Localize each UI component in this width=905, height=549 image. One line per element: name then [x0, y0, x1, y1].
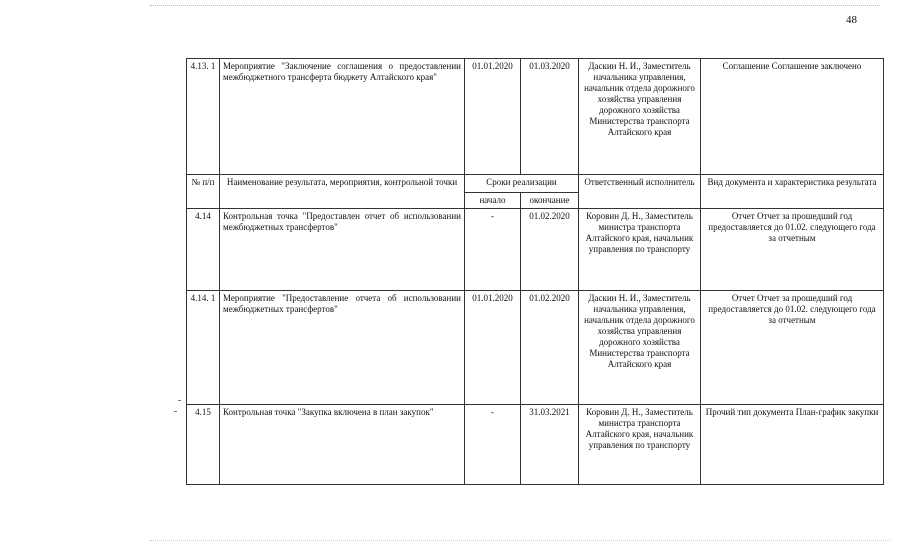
header-end: окончание [521, 193, 579, 209]
table-row [187, 405, 884, 485]
table-row [187, 59, 884, 175]
row-start-date: - [465, 209, 521, 291]
row-start-date: - [465, 405, 521, 485]
row-name: Мероприятие "Предоставление отчета об использовании межбюджетных трансфертов" [220, 291, 465, 405]
table-header-row [187, 175, 884, 193]
header-name: Наименование результата, мероприятия, контрольной точки [220, 175, 465, 209]
header-document: Вид документа и характеристика результата [701, 175, 884, 209]
row-responsible: Коровин Д. Н., Заместитель министра транспорта Алтайского края, начальник управления по транспорту [579, 405, 701, 485]
row-document: Отчет Отчет за прошедший год предоставляется до 01.02. следующего года за отчетным [701, 209, 884, 291]
row-document: Соглашение Соглашение заключено [701, 59, 884, 175]
row-end-date: 01.02.2020 [521, 209, 579, 291]
row-end-date: 01.02.2020 [521, 291, 579, 405]
row-number: 4.14. 1 [187, 291, 220, 405]
header-num: № п/п [187, 175, 220, 209]
plan-table [186, 58, 884, 485]
scan-artifact-top [150, 5, 880, 6]
row-start-date: 01.01.2020 [465, 291, 521, 405]
margin-mark [178, 400, 181, 401]
row-responsible: Даскин Н. И., Заместитель начальника управления, начальник отдела дорожного хозяйства управления дорожного хозяйства Министерства транспорта Алтайского края [579, 59, 701, 175]
header-responsible: Ответственный исполнитель [579, 175, 701, 209]
row-start-date: 01.01.2020 [465, 59, 521, 175]
row-number: 4.13. 1 [187, 59, 220, 175]
row-name: Контрольная точка "Закупка включена в план закупок" [220, 405, 465, 485]
header-terms: Сроки реализации [465, 175, 579, 193]
row-responsible: Коровин Д. Н., Заместитель министра транспорта Алтайского края, начальник управления по транспорту [579, 209, 701, 291]
row-name: Контрольная точка "Предоставлен отчет об использовании межбюджетных трансфертов" [220, 209, 465, 291]
table-row [187, 291, 884, 405]
header-start: начало [465, 193, 521, 209]
row-number: 4.14 [187, 209, 220, 291]
row-responsible: Даскин Н. И., Заместитель начальника управления, начальник отдела дорожного хозяйства управления дорожного хозяйства Министерства транспорта Алтайского края [579, 291, 701, 405]
row-document: Прочий тип документа План-график закупки [701, 405, 884, 485]
page-number: 48 [846, 14, 857, 26]
table-row [187, 209, 884, 291]
scan-artifact-bottom [150, 540, 890, 541]
margin-mark [174, 411, 177, 412]
row-name: Мероприятие "Заключение соглашения о предоставлении межбюджетного трансферта бюджету Алтайского края" [220, 59, 465, 175]
row-end-date: 01.03.2020 [521, 59, 579, 175]
row-document: Отчет Отчет за прошедший год предоставляется до 01.02. следующего года за отчетным [701, 291, 884, 405]
row-number: 4.15 [187, 405, 220, 485]
row-end-date: 31.03.2021 [521, 405, 579, 485]
